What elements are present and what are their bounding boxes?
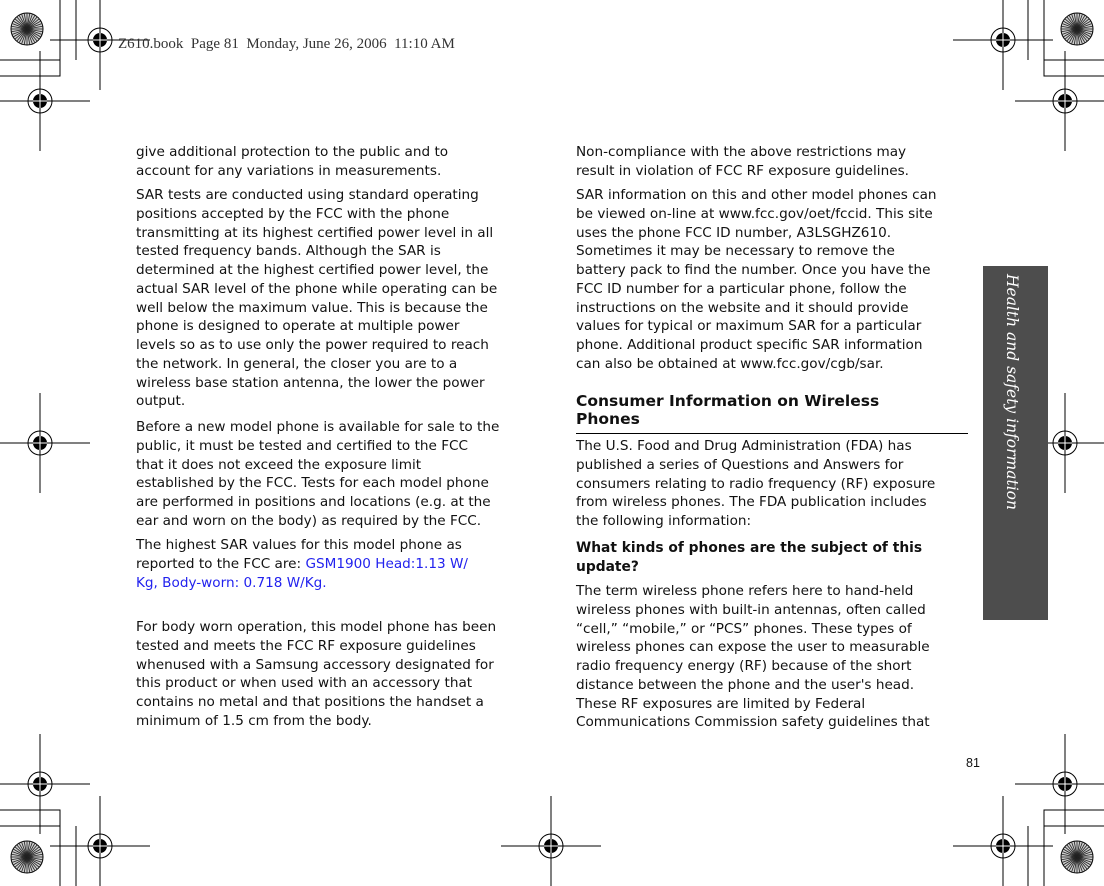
starburst-icon: [1061, 13, 1093, 45]
left-paragraph-4: [136, 536, 468, 592]
right-paragraph-2: SAR information on this and other model phones can be viewed on-line at www.fcc.gov/oet/fccid. This site uses the phone FCC ID number, A3LSGHZ610. Sometimes it may be necessary to remove the battery pack to find the number. Once you have the FCC ID number for a particular phone, follow the instructions on the website and it should provide values for typical or maximum SAR for a particular phone. Additional product specific SAR information can also be obtained at www.fcc.gov/cgb/sar.: [576, 187, 937, 372]
print-header: Z610.book Page 81 Monday, June 26, 2006 11:10 AM: [118, 36, 455, 52]
starburst-icon: [1061, 841, 1093, 873]
page-number: 81: [966, 756, 980, 770]
crosshair-icon: [1015, 734, 1104, 834]
section-heading: Consumer Information on Wireless Phones: [576, 392, 880, 428]
question-heading: What kinds of phones are the subject of this update?: [576, 540, 923, 575]
crosshair-icon: [1015, 51, 1104, 151]
left-paragraph-5: For body worn operation, this model phone has been tested and meets the FCC RF exposure guidelines whenused with a Samsung accessory designated for this product or when used with an accessory that contains no metal and that positions the handset a minimum of 1.5 cm from the body.: [136, 619, 497, 729]
crosshair-icon: [953, 0, 1053, 90]
heading-rule: [576, 433, 968, 434]
starburst-icon: [11, 13, 43, 45]
left-paragraph-2: SAR tests are conducted using standard operating positions accepted by the FCC with the phone transmitting at its highest certified power level in all tested frequency bands. Although the SAR is determined at the highest certified power level, the actual SAR level of the phone while operating can be well below the maximum value. This is because the phone is designed to operate at multiple power levels so as to use only the power required to reach the network. In general, the closer you are to a wireless base station antenna, the lower the power output.: [136, 187, 498, 410]
crosshair-icon: [50, 796, 150, 886]
side-tab-label: Health and safety information: [1003, 274, 1021, 510]
crosshair-icon: [0, 51, 90, 151]
left-paragraph-1: give additional protection to the public and to account for any variations in measurements.: [136, 144, 449, 179]
starburst-icon: [11, 841, 43, 873]
sar-values-1: GSM1900 Head:1.13 W/: [305, 555, 468, 572]
right-paragraph-1: Non-compliance with the above restrictions may result in violation of FCC RF exposure guidelines.: [576, 144, 909, 179]
crosshair-icon: [0, 734, 90, 834]
crosshair-icon: [501, 796, 601, 886]
crosshair-icon: [953, 796, 1053, 886]
sar-values-2: Kg, Body-worn: 0.718 W/Kg.: [136, 574, 327, 591]
section-side-tab: [983, 266, 1048, 620]
right-paragraph-3: The U.S. Food and Drug Administration (FDA) has published a series of Questions and Answers for consumers relating to radio frequency (RF) exposure from wireless phones. The FDA publication includes the following information:: [576, 438, 936, 529]
right-paragraph-4: The term wireless phone refers here to hand-held wireless phones with built-in antennas, often called “cell,” “mobile,” or “PCS” phones. These types of wireless phones can expose the user to measurable radio frequency energy (RF) because of the short distance between the phone and the user's head. These RF exposures are limited by Federal Communications Commission safety guidelines that: [576, 583, 930, 731]
left-paragraph-3: Before a new model phone is available for sale to the public, it must be tested and certified to the FCC that it does not exceed the exposure limit established by the FCC. Tests for each model phone are performed in positions and locations (e.g. at the ear and worn on the body) as required by the FCC.: [136, 419, 500, 529]
crosshair-icon: [0, 393, 90, 493]
sar-lead-text: The highest SAR values for this model phone as reported to the FCC are:: [136, 537, 462, 572]
